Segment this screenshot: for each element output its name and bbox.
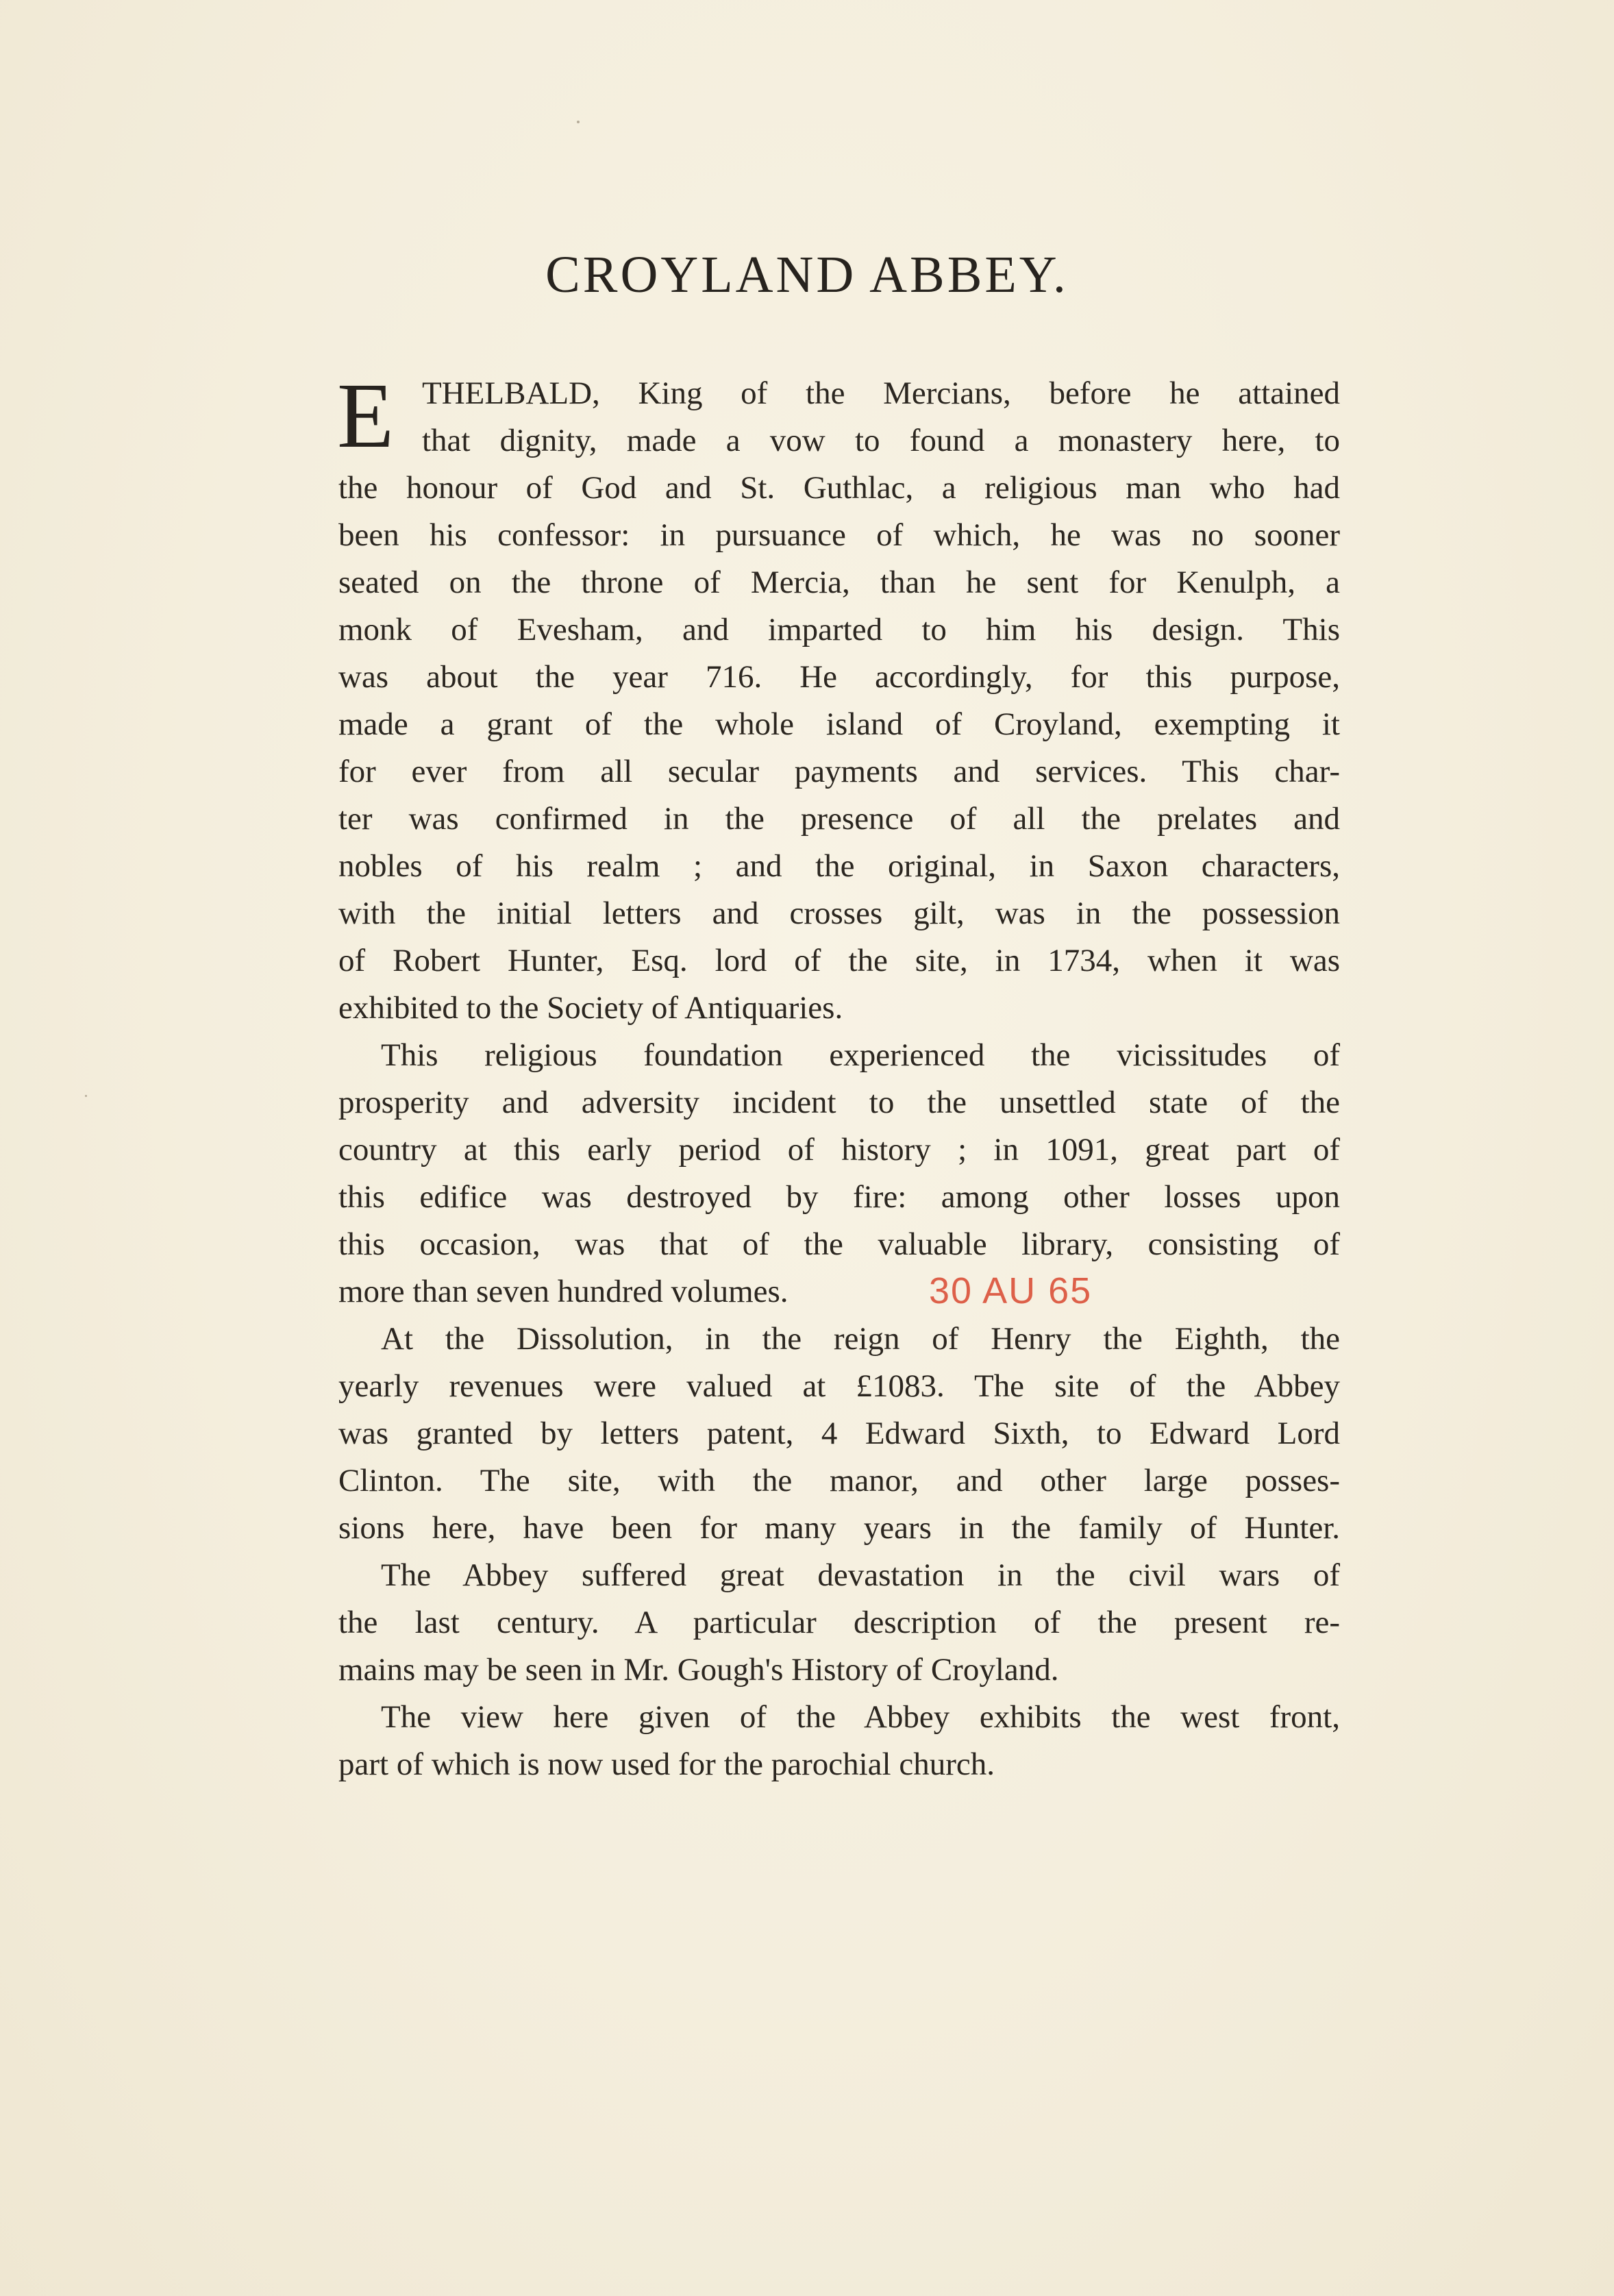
text-line: that dignity, made a vow to found a monastery here, to (422, 423, 1340, 458)
text-line: The view here given of the Abbey exhibits the west front, (381, 1699, 1340, 1735)
text-line: country at this early period of history ; in 1091, great part of (338, 1132, 1340, 1168)
text-line: seated on the throne of Mercia, than he sent for Kenulph, a (338, 565, 1340, 600)
text-line: exhibited to the Society of Antiquaries. (338, 990, 843, 1026)
text-line: Clinton. The site, with the manor, and other large posses- (338, 1463, 1340, 1498)
text-line: more than seven hundred volumes. (338, 1274, 789, 1309)
text-line: the honour of God and St. Guthlac, a religious man who had (338, 470, 1340, 506)
text-line: prosperity and adversity incident to the unsettled state of the (338, 1085, 1340, 1120)
text-line: sions here, have been for many years in the family of Hunter. (338, 1510, 1340, 1546)
text-line: of Robert Hunter, Esq. lord of the site, in 1734, when it was (338, 943, 1340, 978)
text-line: was about the year 716. He accordingly, for this purpose, (338, 659, 1340, 695)
text-line: made a grant of the whole island of Croyland, exempting it (338, 706, 1340, 742)
text-line: yearly revenues were valued at £1083. The site of the Abbey (338, 1368, 1340, 1404)
page-title: CROYLAND ABBEY. (545, 246, 1069, 304)
text-line: At the Dissolution, in the reign of Henry the Eighth, the (381, 1321, 1340, 1357)
text-line: this occasion, was that of the valuable library, consisting of (338, 1226, 1340, 1262)
text-line: for ever from all secular payments and services. This char- (338, 754, 1340, 789)
text-line: THELBALD, King of the Mercians, before he attained (422, 375, 1340, 411)
text-line: ter was confirmed in the presence of all the prelates and (338, 801, 1340, 837)
text-line: the last century. A particular description of the present re- (338, 1605, 1340, 1640)
text-line: This religious foundation experienced the vicissitudes of (381, 1037, 1340, 1073)
drop-cap: E (337, 365, 395, 467)
text-line: was granted by letters patent, 4 Edward Sixth, to Edward Lord (338, 1416, 1340, 1451)
text-line: The Abbey suffered great devastation in the civil wars of (381, 1557, 1340, 1593)
text-line: monk of Evesham, and imparted to him his design. This (338, 612, 1340, 647)
text-line: nobles of his realm ; and the original, in Saxon characters, (338, 848, 1340, 884)
library-date-stamp: 30 AU 65 (929, 1270, 1093, 1311)
text-line: been his confessor: in pursuance of which, he was no sooner (338, 517, 1340, 553)
text-line: with the initial letters and crosses gilt, was in the possession (338, 896, 1340, 931)
text-line: this edifice was destroyed by fire: among other losses upon (338, 1179, 1340, 1215)
text-line: mains may be seen in Mr. Gough's History of Croyland. (338, 1652, 1059, 1688)
text-line: part of which is now used for the parochial church. (338, 1746, 995, 1782)
